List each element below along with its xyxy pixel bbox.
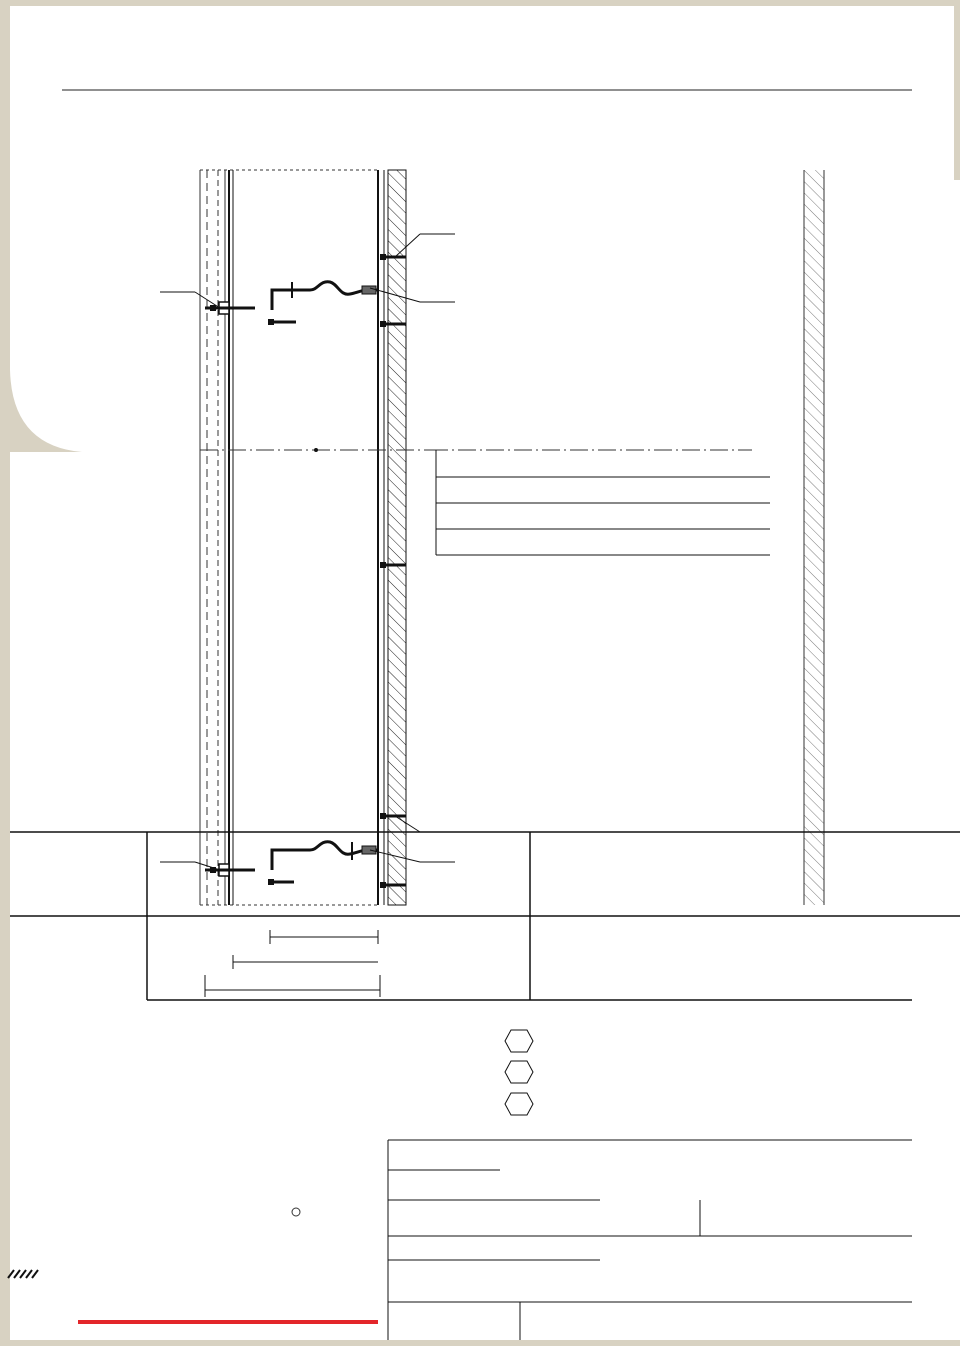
callout-leaders <box>160 234 455 870</box>
left-hatch-mark <box>8 1270 38 1278</box>
note-code-markers <box>505 1030 533 1115</box>
sheet-screws <box>210 254 406 888</box>
section-mark <box>292 1208 300 1216</box>
cassette-liner <box>229 170 384 905</box>
trapezoidal-sheet <box>388 170 406 905</box>
logo-underline <box>78 1320 378 1324</box>
connection-top <box>205 282 378 322</box>
legend-rules <box>436 450 770 555</box>
steel-column <box>200 170 380 905</box>
connection-bottom <box>205 842 378 882</box>
title-block-lines <box>388 1140 912 1340</box>
dimension-lines <box>205 930 380 997</box>
